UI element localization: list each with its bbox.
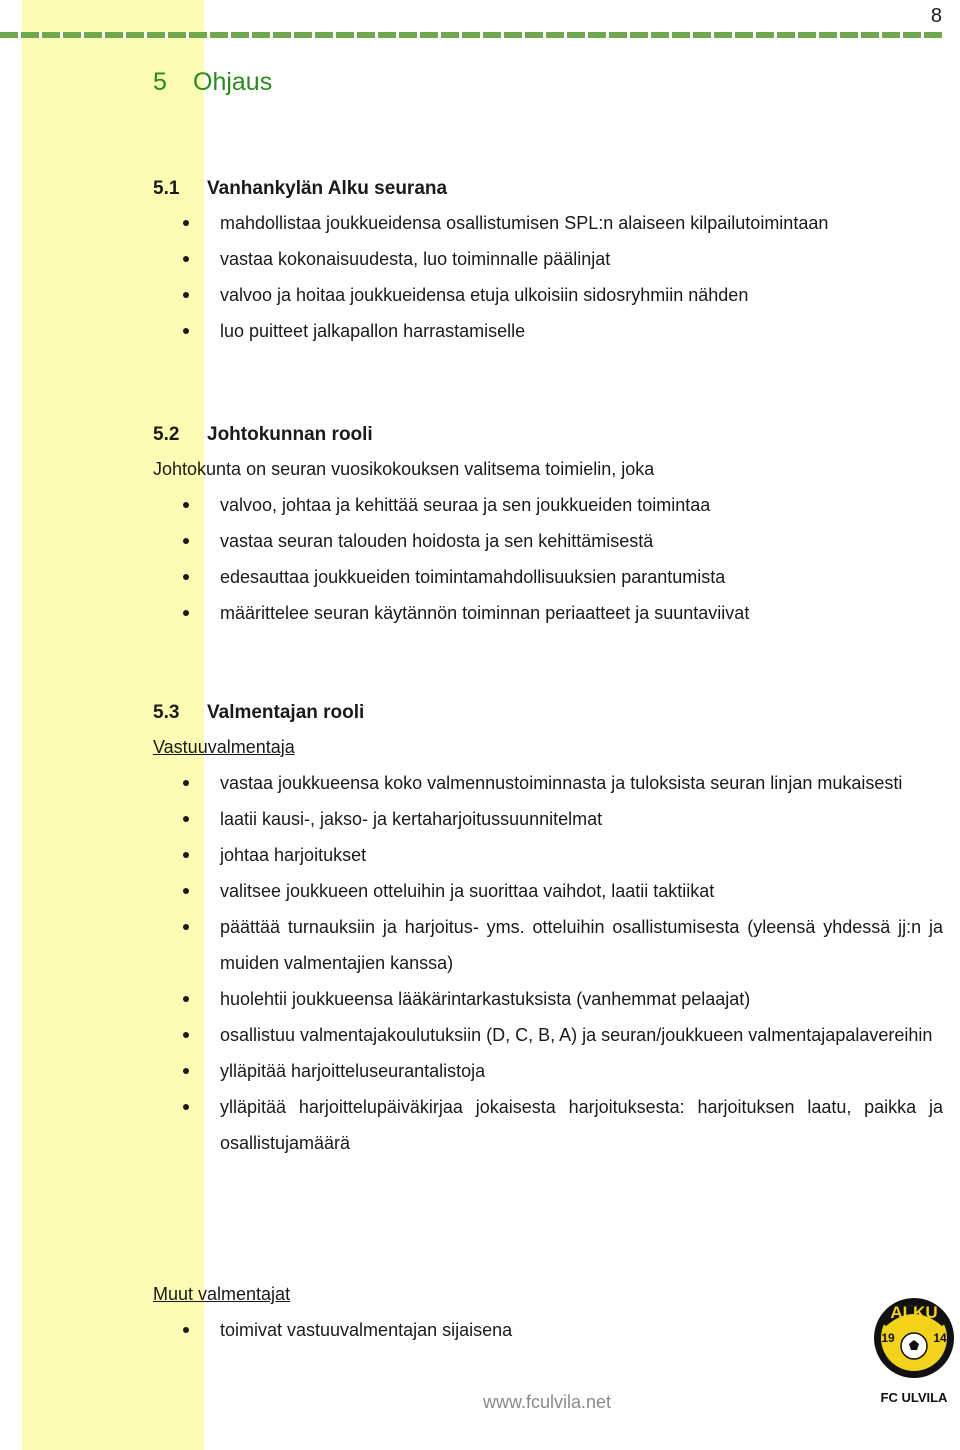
section-intro: Johtokunta on seuran vuosikokouksen valitsema toimielin, joka <box>153 459 655 479</box>
section-title: Johtokunnan rooli <box>207 424 373 445</box>
list-item: ylläpitää harjoitteluseurantalistoja <box>153 1053 943 1089</box>
section-number: 5.2 <box>153 424 180 445</box>
list-item: valitsee joukkueen otteluihin ja suorittaa vaihdot, laatii taktiikat <box>153 873 943 909</box>
subheading-other-coaches: Muut valmentajat <box>153 1284 291 1304</box>
list-item: vastaa kokonaisuudesta, luo toiminnalle päälinjat <box>153 241 943 277</box>
list-item: päättää turnauksiin ja harjoitus- yms. otteluihin osallistumisesta (yleensä yhdessä jj:n ja muiden valmentajien kanssa) <box>153 909 943 981</box>
chapter-title <box>153 68 272 97</box>
list-item: vastaa seuran talouden hoidosta ja sen kehittämisestä <box>153 523 943 559</box>
page-number: 8 <box>930 5 942 27</box>
list-item: valvoo, johtaa ja kehittää seuraa ja sen joukkueiden toimintaa <box>153 487 943 523</box>
footer-url: www.fculvila.net <box>482 1392 612 1412</box>
section-5-2 <box>153 419 943 631</box>
list-item: valvoo ja hoitaa joukkueidensa etuja ulkoisiin sidosryhmiin nähden <box>153 277 943 313</box>
bullet-list <box>153 765 943 1161</box>
section-number: 5.3 <box>153 702 180 723</box>
section-number: 5.1 <box>153 178 180 199</box>
list-item: osallistuu valmentajakoulutuksiin (D, C, B, A) ja seuran/joukkueen valmentajapalavereihin <box>153 1017 943 1053</box>
section-heading <box>153 697 943 729</box>
list-item: luo puitteet jalkapallon harrastamiselle <box>153 313 943 349</box>
section-5-1 <box>153 173 943 349</box>
bullet-list <box>153 205 943 349</box>
section-title: Vanhankylän Alku seurana <box>207 178 448 199</box>
logo-bottom-text: FC ULVILA <box>880 1390 948 1405</box>
subheading-head-coach: Vastuuvalmentaja <box>153 737 295 757</box>
section-heading <box>153 173 943 205</box>
section-5-3 <box>153 697 943 1161</box>
list-item: laatii kausi-, jakso- ja kertaharjoitussuunnitelmat <box>153 801 943 837</box>
bullet-list <box>153 1312 943 1348</box>
section-title: Valmentajan rooli <box>207 702 365 723</box>
section-5-3-other-coaches <box>153 1276 943 1348</box>
list-item: huolehtii joukkueensa lääkärintarkastuksista (vanhemmat pelaajat) <box>153 981 943 1017</box>
list-item: ylläpitää harjoittelupäiväkirjaa jokaisesta harjoituksesta: harjoituksen laatu, paikka ja osallistujamäärä <box>153 1089 943 1161</box>
header-rule <box>0 32 944 38</box>
list-item: edesauttaa joukkueiden toimintamahdollisuuksien parantumista <box>153 559 943 595</box>
list-item: mahdollistaa joukkueidensa osallistumisen SPL:n alaiseen kilpailutoimintaan <box>153 205 943 241</box>
section-heading <box>153 419 943 451</box>
logo-year-left: 19 <box>881 1331 895 1345</box>
list-item: johtaa harjoitukset <box>153 837 943 873</box>
list-item: määrittelee seuran käytännön toiminnan periaatteet ja suuntaviivat <box>153 595 943 631</box>
list-item: toimivat vastuuvalmentajan sijaisena <box>153 1312 943 1348</box>
club-logo <box>868 1292 960 1410</box>
logo-year-right: 14 <box>933 1331 947 1345</box>
chapter-number: 5 <box>153 68 167 96</box>
bullet-list <box>153 487 943 631</box>
logo-top-text: ALKU <box>890 1303 938 1322</box>
chapter-title-text: Ohjaus <box>193 68 273 96</box>
list-item: vastaa joukkueensa koko valmennustoiminnasta ja tuloksista seuran linjan mukaisesti <box>153 765 943 801</box>
